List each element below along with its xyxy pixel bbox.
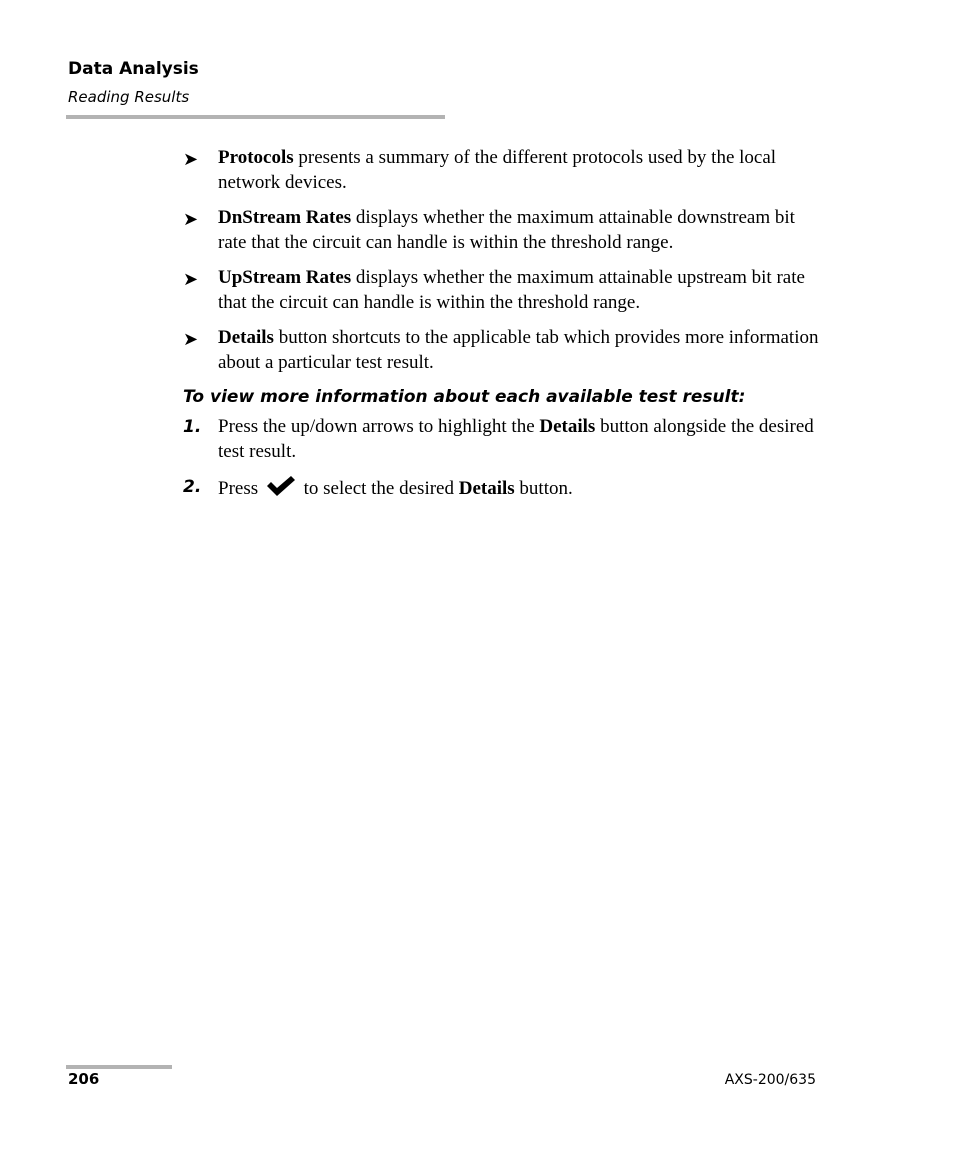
bullet-term: Details: [218, 327, 274, 348]
bullet-term: Protocols: [218, 147, 294, 168]
bullet-text: presents a summary of the different protocols used by the local network devices.: [218, 147, 777, 193]
step-bold-term: Details: [458, 478, 515, 499]
procedure-step: [183, 415, 823, 464]
step-number: 2.: [183, 477, 202, 497]
header-divider: [66, 115, 445, 119]
arrow-bullet-icon: ➤: [183, 149, 199, 170]
chapter-title: Data Analysis: [68, 59, 199, 79]
main-content: [183, 146, 823, 513]
arrow-bullet-icon: ➤: [183, 269, 199, 290]
arrow-bullet-icon: ➤: [183, 329, 199, 350]
list-item: [183, 206, 823, 255]
step-text: Press: [218, 478, 259, 499]
list-item: [183, 146, 823, 195]
page-number: 206: [68, 1070, 100, 1088]
step-bold-term: Details: [539, 416, 596, 437]
bullet-term: DnStream Rates: [218, 207, 352, 228]
procedure-step: [183, 475, 823, 502]
bullet-text: displays whether the maximum attainable downstream bit rate that the circuit can handle is within the threshold range.: [218, 207, 795, 253]
step-text: button.: [514, 478, 573, 499]
checkmark-icon: [265, 475, 297, 497]
step-text: button alongside the desired test result.: [218, 416, 814, 462]
arrow-bullet-icon: ➤: [183, 209, 199, 230]
list-item: [183, 266, 823, 315]
bullet-text: displays whether the maximum attainable upstream bit rate that the circuit can handle is within the threshold range.: [218, 267, 805, 313]
product-name: AXS-200/635: [724, 1072, 816, 1088]
section-subtitle: Reading Results: [68, 88, 190, 106]
step-text: to select the desired: [298, 478, 459, 499]
procedure-heading: To view more information about each available test result:: [183, 387, 746, 407]
bullet-term: UpStream Rates: [218, 267, 352, 288]
step-number: 1.: [183, 417, 202, 437]
bullet-text: button shortcuts to the applicable tab which provides more information about a particular test result.: [218, 327, 819, 373]
list-item: [183, 326, 823, 375]
step-text: Press the up/down arrows to highlight the: [218, 416, 540, 437]
